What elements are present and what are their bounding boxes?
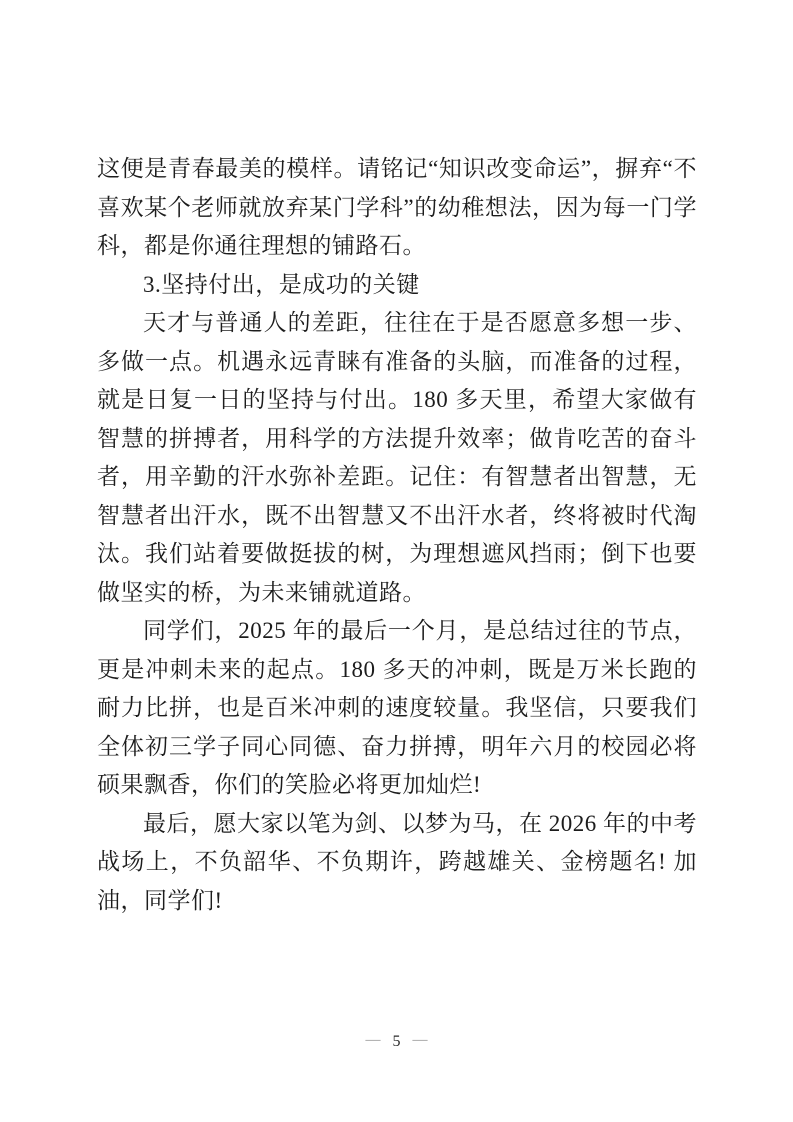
page-number: 5 bbox=[392, 1033, 401, 1050]
page-footer bbox=[0, 1032, 793, 1052]
paragraph: 天才与普通人的差距，往往在于是否愿意多想一步、多做一点。机遇永远青睐有准备的头脑，而准备的过程，就是日复一日的坚持与付出。180 多天里，希望大家做有智慧的拼搏者，用科学的方法提升效率；做肯吃苦的奋斗者，用辛勤的汗水弥补差距。记住：有智慧者出智慧，无智慧者出汗水，既不出智慧又不出汗水者，终将被时代淘汰。我们站着要做挺拔的树，为理想遮风挡雨；倒下也要做坚实的桥，为未来铺就道路。 bbox=[97, 310, 697, 605]
section-heading: 3.坚持付出，是成功的关键 bbox=[143, 271, 420, 297]
footer-dash-left: — bbox=[365, 1032, 381, 1048]
paragraph: 最后，愿大家以笔为剑、以梦为马，在 2026 年的中考战场上，不负韶华、不负期许，跨越雄关、金榜题名! 加油，同学们! bbox=[97, 810, 697, 913]
paragraph: 这便是青春最美的模样。请铭记“知识改变命运”，摒弃“不喜欢某个老师就放弃某门学科”的幼稚想法，因为每一门学科，都是你通往理想的铺路石。 bbox=[97, 156, 697, 258]
document-body bbox=[97, 150, 697, 920]
footer-dash-right: — bbox=[412, 1032, 428, 1048]
paragraph: 同学们，2025 年的最后一个月，是总结过往的节点，更是冲刺未来的起点。180 多天的冲刺，既是万米长跑的耐力比拼，也是百米冲刺的速度较量。我坚信，只要我们全体初三学子同心同德、奋力拼搏，明年六月的校园必将硕果飘香，你们的笑脸必将更加灿烂! bbox=[97, 618, 697, 797]
